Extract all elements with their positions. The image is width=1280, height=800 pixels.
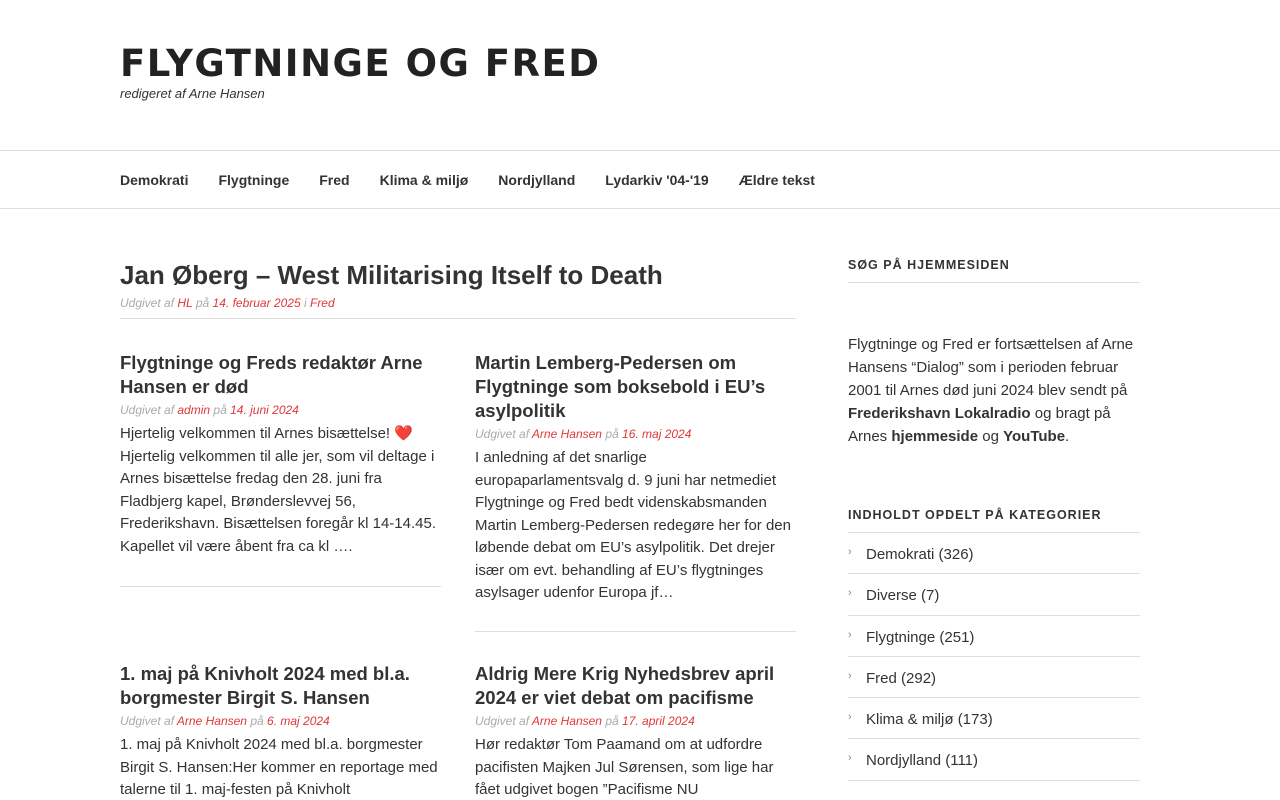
post-excerpt: Hjertelig velkommen til Arnes bisættelse! ❤️ Hjertelig velkommen til alle jer, som vil deltage i Arnes bisættelse fredag den 28. juni fra Fladbjerg kapel, Brønderslevvej 56, Frederikshavn. Bisættelsen foregår kl 14-14.45. Kapellet vil være åbent fra ca kl …. xyxy=(120,425,436,555)
category-count: (7) xyxy=(921,587,940,605)
chevron-right-icon: › xyxy=(848,711,852,724)
category-item[interactable] xyxy=(848,698,1140,739)
chevron-right-icon: › xyxy=(848,546,852,558)
meta-label: på xyxy=(605,714,619,728)
post-divider xyxy=(120,586,441,587)
frederikshavn-lokalradio-link[interactable]: Frederikshavn Lokalradio xyxy=(848,405,1031,422)
post-card xyxy=(120,662,441,800)
featured-post xyxy=(120,258,796,319)
meta-label: på xyxy=(195,296,210,310)
chevron-right-icon: › xyxy=(848,628,852,641)
about-text-part: . xyxy=(1065,428,1070,445)
post-meta xyxy=(120,401,441,419)
about-text-part: og bragt på Arnes xyxy=(848,405,1111,445)
main-content xyxy=(120,258,796,319)
category-label[interactable]: Demokrati xyxy=(866,546,935,563)
site-header xyxy=(0,0,1280,150)
category-item[interactable] xyxy=(848,616,1140,657)
featured-post-meta xyxy=(120,294,796,319)
nav-item-aeldre-tekst[interactable]: Ældre tekst xyxy=(738,171,815,188)
nav-item-flygtninge[interactable]: Flygtninge xyxy=(218,171,290,188)
date-link[interactable]: 14. juni 2024 xyxy=(230,403,299,417)
about-text-part: og xyxy=(982,428,999,445)
post-excerpt: I anledning af det snarlige europaparlamentsvalg d. 9 juni har netmediet Flygtninge og Fred bedt videnskabsmanden Martin Lemberg-Pedersen redegøre her for den løbende debat om EU’s asylpolitik. Det drejer især om evt. behandling af EU’s flygtninges asylsager udenfor Europa jf… xyxy=(475,449,791,601)
author-link[interactable]: admin xyxy=(177,403,211,417)
search-widget-title: SØG PÅ HJEMMESIDEN xyxy=(848,258,1140,283)
category-label[interactable]: Diverse xyxy=(866,587,917,605)
category-label[interactable]: Klima & miljø xyxy=(866,711,954,729)
post-title[interactable]: Flygtninge og Freds redaktør Arne Hansen er død xyxy=(120,352,423,397)
meta-label: Udgivet af xyxy=(475,714,530,728)
about-text-part: Flygtninge og Fred er fortsættelsen af Arne Hansens “Dialog” som i perioden februar 2001 til Arnes død juni 2024 blev sendt på xyxy=(848,336,1134,399)
meta-label: Udgivet af xyxy=(120,296,175,310)
post-title[interactable]: Aldrig Mere Krig Nyhedsbrev april 2024 er viet debat om pacifisme xyxy=(475,663,775,708)
category-item[interactable] xyxy=(848,574,1140,615)
meta-label: på xyxy=(213,403,227,417)
youtube-link[interactable]: YouTube xyxy=(1003,428,1066,445)
categories-widget xyxy=(848,508,1140,781)
nav-item-lydarkiv[interactable]: Lydarkiv '04-'19 xyxy=(605,171,709,188)
main-navigation xyxy=(0,150,1280,209)
featured-post-title[interactable]: Jan Øberg – West Militarising Itself to Death xyxy=(120,260,663,290)
date-link[interactable]: 16. maj 2024 xyxy=(622,427,692,441)
nav-list xyxy=(120,151,845,208)
site-title[interactable]: FLYGTNINGE OG FRED xyxy=(120,42,601,85)
site-description: redigeret af Arne Hansen xyxy=(120,86,265,101)
category-count: (173) xyxy=(957,711,993,729)
category-label[interactable]: Flygtninge xyxy=(866,628,936,646)
category-link[interactable]: Fred xyxy=(309,296,335,310)
post-card xyxy=(475,351,796,605)
category-label[interactable]: Nordjylland xyxy=(866,752,942,770)
date-link[interactable]: 6. maj 2024 xyxy=(267,714,330,728)
post-card xyxy=(475,662,796,800)
chevron-right-icon: › xyxy=(848,669,852,682)
author-link[interactable]: Arne Hansen xyxy=(531,714,602,728)
author-link[interactable]: Arne Hansen xyxy=(531,427,602,441)
category-count: (111) xyxy=(945,752,979,770)
about-widget xyxy=(848,333,1140,448)
nav-item-klima[interactable]: Klima & miljø xyxy=(379,171,469,188)
post-title[interactable]: 1. maj på Knivholt 2024 med bl.a. borgmester Birgit S. Hansen xyxy=(120,663,410,708)
meta-label: på xyxy=(250,714,264,728)
category-count: (326) xyxy=(938,546,974,563)
date-link[interactable]: 14. februar 2025 xyxy=(212,296,301,310)
post-excerpt: 1. maj på Knivholt 2024 med bl.a. borgmester Birgit S. Hansen:Her kommer en reportage med talerne til 1. maj-festen på Knivholt xyxy=(120,736,438,798)
category-item[interactable] xyxy=(848,533,1140,574)
post-meta xyxy=(475,425,796,443)
author-link[interactable]: Arne Hansen xyxy=(176,714,247,728)
post-meta xyxy=(475,712,796,730)
date-link[interactable]: 17. april 2024 xyxy=(622,714,695,728)
post-title[interactable]: Martin Lemberg-Pedersen om Flygtninge som boksebold i EU’s asylpolitik xyxy=(475,352,766,421)
search-widget xyxy=(848,258,1140,283)
nav-item-demokrati[interactable]: Demokrati xyxy=(120,171,189,188)
sidebar xyxy=(848,258,1140,781)
meta-label: Udgivet af xyxy=(475,427,530,441)
post-meta xyxy=(120,712,441,730)
about-text xyxy=(848,333,1140,448)
author-link[interactable]: HL xyxy=(177,296,193,310)
meta-label: Udgivet af xyxy=(120,403,175,417)
category-item[interactable] xyxy=(848,739,1140,780)
post-excerpt: Hør redaktør Tom Paamand om at udfordre pacifisten Majken Jul Sørensen, som lige har fået udgivet bogen ”Pacifisme NU xyxy=(475,736,774,798)
meta-label: Udgivet af xyxy=(120,714,175,728)
categories-widget-title: INDHOLDT OPDELT PÅ KATEGORIER xyxy=(848,508,1140,533)
chevron-right-icon: › xyxy=(848,752,852,765)
category-count: (251) xyxy=(939,628,975,646)
hjemmeside-link[interactable]: hjemmeside xyxy=(891,428,979,445)
category-list xyxy=(848,533,1140,781)
post-divider xyxy=(475,631,796,632)
category-item[interactable] xyxy=(848,657,1140,698)
category-count: (292) xyxy=(901,669,937,687)
chevron-right-icon: › xyxy=(848,587,852,600)
nav-item-fred[interactable]: Fred xyxy=(319,171,350,188)
meta-label: på xyxy=(605,427,619,441)
meta-label: i xyxy=(303,296,307,310)
post-card xyxy=(120,351,441,558)
category-label[interactable]: Fred xyxy=(866,669,897,687)
nav-item-nordjylland[interactable]: Nordjylland xyxy=(498,171,576,188)
